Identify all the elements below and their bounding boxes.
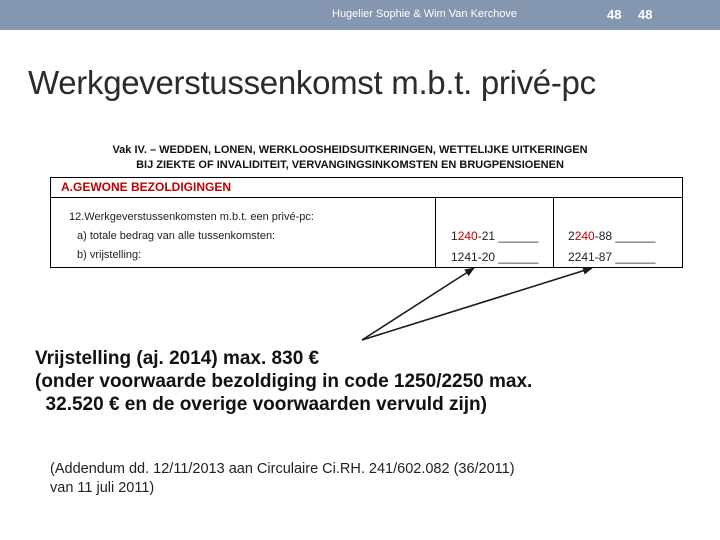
code-highlight: 240	[574, 229, 595, 243]
vak-line-2: BIJ ZIEKTE OF INVALIDITEIT, VERVANGINGSINKOMSTEN EN BRUGPENSIOENEN	[136, 159, 564, 171]
arrow-to-1241-20	[362, 268, 474, 340]
note-line-1: (Addendum dd. 12/11/2013 aan Circulaire Ci.RH. 241/602.082 (36/2011)	[50, 461, 515, 477]
exemption-line-3: 32.520 € en de overige voorwaarden vervuld zijn)	[35, 394, 487, 415]
item-a: a) totale bedrag van alle tussenkomsten:	[77, 230, 276, 242]
code-suffix: -21 ______	[477, 229, 539, 243]
vak-line-1: Vak IV. – WEDDEN, LONEN, WERKLOOSHEIDSUITKERINGEN, WETTELIJKE UITKERINGEN	[112, 144, 588, 156]
arrow-to-2241-87	[362, 268, 592, 340]
addendum-note	[50, 460, 515, 498]
code-prefix: 1	[451, 229, 458, 243]
section-title: A.GEWONE BEZOLDIGINGEN	[51, 178, 682, 198]
exemption-line-2: (onder voorwaarde bezoldiging in code 1250/2250 max.	[35, 371, 533, 392]
code-row-2-2241-87: 2241-87 ______	[568, 250, 656, 264]
authors-label: Hugelier Sophie & Wim Van Kerchove	[332, 8, 518, 20]
item-title: 12.Werkgeverstussenkomsten m.b.t. een privé-pc:	[69, 211, 314, 223]
item-b: b) vrijstelling:	[77, 249, 142, 261]
code-prefix: 2	[568, 229, 575, 243]
page-number-duplicate: 48	[638, 7, 653, 22]
exemption-statement	[35, 347, 532, 416]
page-title: Werkgeverstussenkomst m.b.t. privé-pc	[28, 64, 596, 101]
page-number: 48	[607, 7, 622, 22]
note-line-2: van 11 juli 2011)	[50, 480, 155, 496]
exemption-line-1: Vrijstelling (aj. 2014) max. 830 €	[35, 348, 320, 369]
code-suffix: -88 ______	[594, 229, 656, 243]
code-highlight: 240	[457, 229, 478, 243]
code-row-2-1241-20: 1241-20 ______	[451, 250, 539, 264]
